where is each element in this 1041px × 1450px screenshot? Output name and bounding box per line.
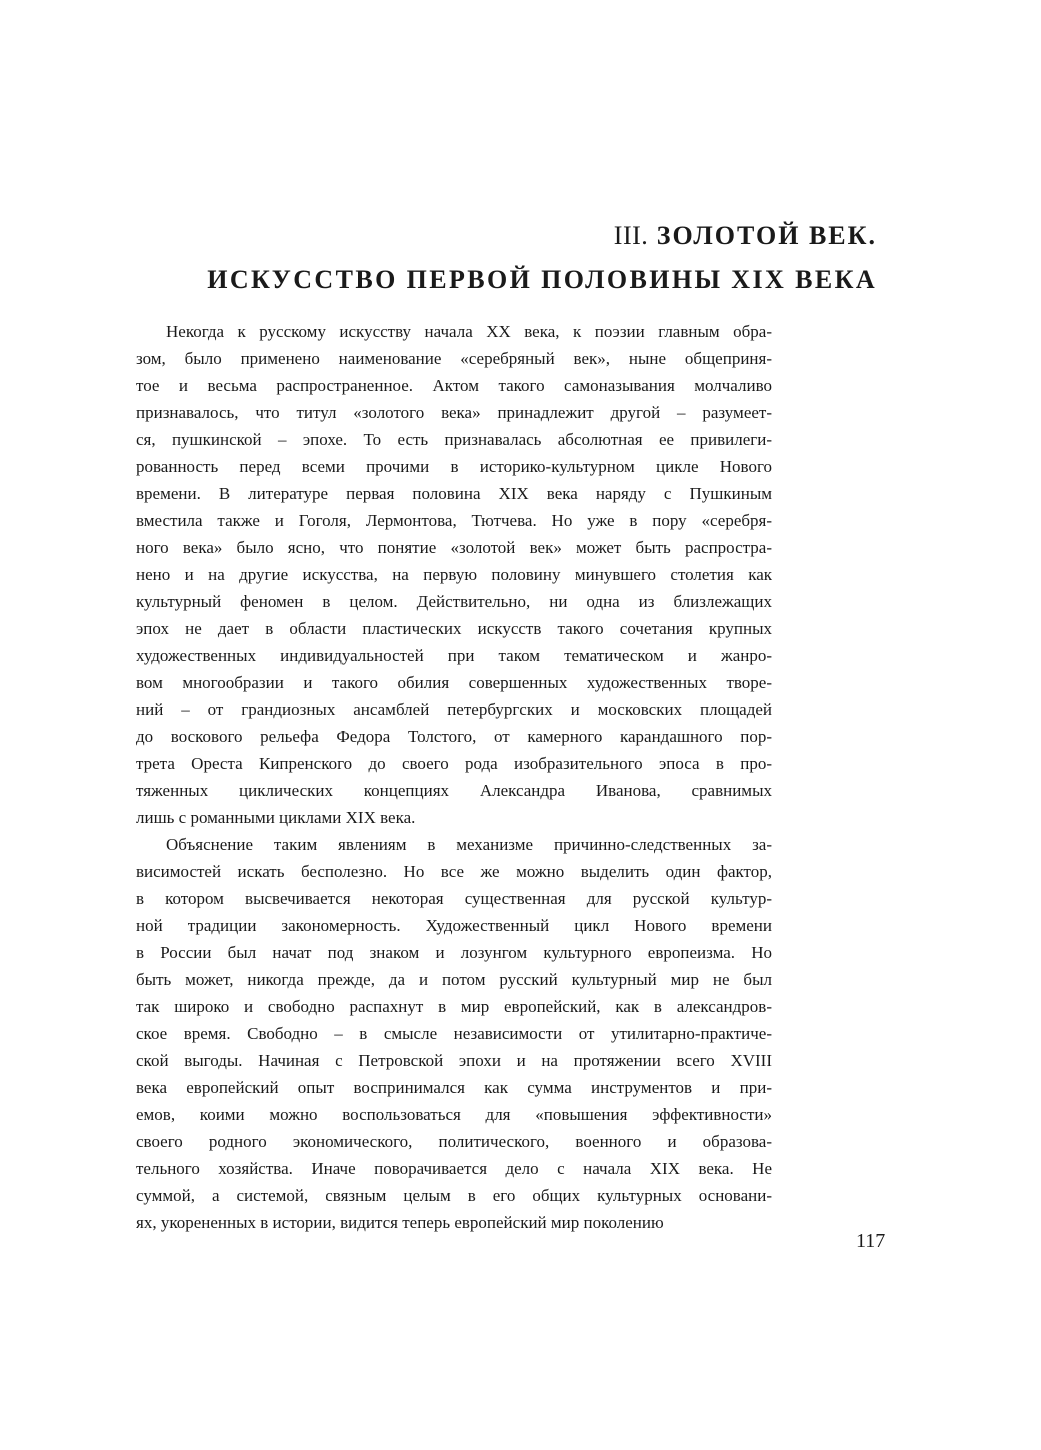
chapter-heading: [207, 216, 877, 300]
chapter-title-line-1: [207, 216, 877, 256]
paragraph-2: [136, 831, 772, 1236]
text-line: в котором высвечивается некоторая существенная для русской культур-: [136, 889, 772, 908]
text-line: зом, было применено наименование «серебряный век», ныне общеприня-: [136, 349, 772, 368]
paragraph-1: [136, 318, 772, 831]
text-line: тое и весьма распространенное. Актом такого самоназывания молчаливо: [136, 376, 772, 395]
text-line: культурный феномен в целом. Действительно, ни одна из близлежащих: [136, 592, 772, 611]
text-line: ях, укорененных в истории, видится теперь европейский мир поколению: [136, 1213, 664, 1232]
text-line: тяженных циклических концепциях Александра Иванова, сравнимых: [136, 781, 772, 800]
text-line: своего родного экономического, политического, военного и образова-: [136, 1132, 772, 1151]
text-line: суммой, а системой, связным целым в его общих культурных основани-: [136, 1186, 772, 1205]
text-line: ское время. Свободно – в смысле независимости от утилитарно-практиче-: [136, 1024, 772, 1043]
text-line: тельного хозяйства. Иначе поворачивается дело с начала XIX века. Не: [136, 1159, 772, 1178]
text-line: трета Ореста Кипренского до своего рода изобразительного эпоса в про-: [136, 754, 772, 773]
text-line: Объяснение таким явлениям в механизме причинно-следственных за-: [166, 835, 772, 854]
chapter-title: ЗОЛОТОЙ ВЕК.: [656, 221, 877, 250]
text-line: признавалось, что титул «золотого века» принадлежит другой – разумеет-: [136, 403, 772, 422]
text-line: висимостей искать бесполезно. Но все же можно выделить один фактор,: [136, 862, 772, 881]
text-line: ного века» было ясно, что понятие «золотой век» может быть распростра-: [136, 538, 772, 557]
chapter-subtitle: ИСКУССТВО ПЕРВОЙ ПОЛОВИНЫ XIX ВЕКА: [207, 265, 877, 294]
text-line: ной традиции закономерность. Художественный цикл Нового времени: [136, 916, 772, 935]
chapter-number: III.: [613, 221, 649, 250]
text-line: времени. В литературе первая половина XIX века наряду с Пушкиным: [136, 484, 772, 503]
text-line: ний – от грандиозных ансамблей петербургских и московских площадей: [136, 700, 772, 719]
text-line: Некогда к русскому искусству начала XX века, к поэзии главным обра-: [166, 322, 772, 341]
text-line: вместила также и Гоголя, Лермонтова, Тютчева. Но уже в пору «серебря-: [136, 511, 772, 530]
text-line: рованность перед всеми прочими в историко-культурном цикле Нового: [136, 457, 772, 476]
text-line: ской выгоды. Начиная с Петровской эпохи и на протяжении всего XVIII: [136, 1051, 772, 1070]
text-line: так широко и свободно распахнут в мир европейский, как в александров-: [136, 997, 772, 1016]
text-line: емов, коими можно воспользоваться для «повышения эффективности»: [136, 1105, 772, 1124]
text-line: века европейский опыт воспринимался как сумма инструментов и при-: [136, 1078, 772, 1097]
body-text: [136, 318, 772, 1236]
text-line: художественных индивидуальностей при таком тематическом и жанро-: [136, 646, 772, 665]
text-line: эпох не дает в области пластических искусств такого сочетания крупных: [136, 619, 772, 638]
text-line: до воскового рельефа Федора Толстого, от камерного карандашного пор-: [136, 727, 772, 746]
text-line: нено и на другие искусства, на первую половину минувшего столетия как: [136, 565, 772, 584]
text-line: быть может, никогда прежде, да и потом русский культурный мир не был: [136, 970, 772, 989]
text-line: ся, пушкинской – эпохе. То есть признавалась абсолютная ее привилеги-: [136, 430, 772, 449]
text-line: в России был начат под знаком и лозунгом культурного европеизма. Но: [136, 943, 772, 962]
page-number: 117: [856, 1230, 886, 1252]
text-line: лишь с романными циклами XIX века.: [136, 808, 416, 827]
text-line: вом многообразии и такого обилия совершенных художественных творе-: [136, 673, 772, 692]
